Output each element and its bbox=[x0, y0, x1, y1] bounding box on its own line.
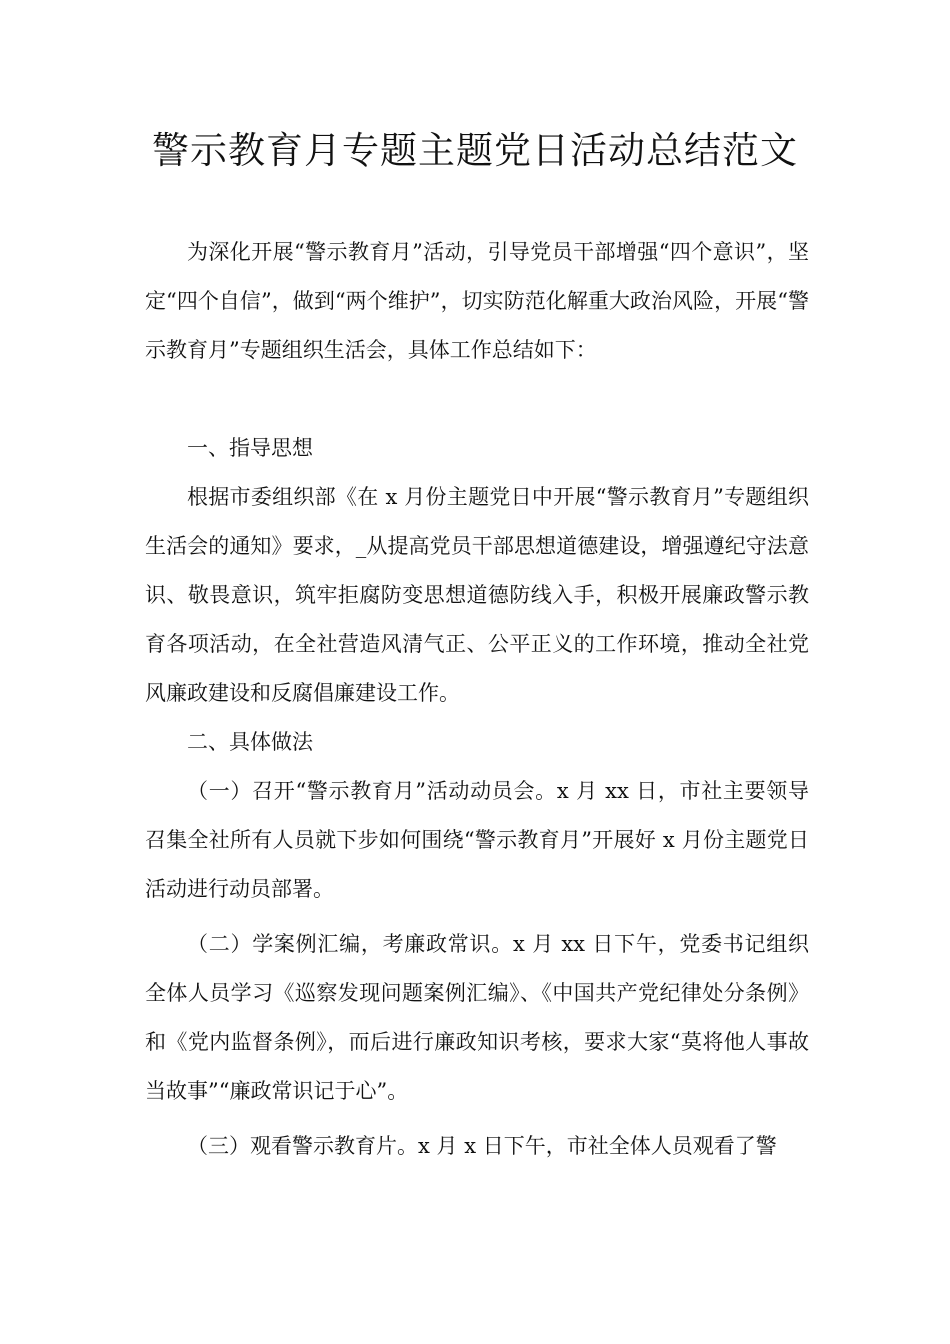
practice-item-1: （一）召开“警示教育月”活动动员会。x 月 xx 日，市社主要领导召集全社所有人员就下步如何围绕“警示教育月”开展好 x 月份主题党日活动进行动员部署。 bbox=[145, 779, 809, 901]
section-heading-guiding-thought: 一、指导思想 bbox=[187, 436, 313, 460]
document-title: 警示教育月专题主题党日活动总结范文 bbox=[152, 129, 798, 172]
practice-item-2: （二）学案例汇编，考廉政常识。x 月 xx 日下午，党委书记组织全体人员学习《巡察发现问题案例汇编》、《中国共产党纪律处分条例》和《党内监督条例》，而后进行廉政知识考核，要求大家“莫将他人事故当故事”“廉政常识记于心”。 bbox=[145, 932, 809, 1103]
paragraph-spacer bbox=[145, 375, 809, 424]
guiding-thought-paragraph: 根据市委组织部《在 x 月份主题党日中开展“警示教育月”专题组织生活会的通知》要求，_从提高党员干部思想道德建设，增强遵纪守法意识、敬畏意识，筑牢拒腐防变思想道德防线入手，积极开展廉政警示教育各项活动，在全社营造风清气正、公平正义的工作环境，推动全社党风廉政建设和反腐倡廉建设工作。 bbox=[145, 485, 809, 705]
practice-item-3: （三）观看警示教育片。x 月 x 日下午，市社全体人员观看了警 bbox=[187, 1134, 777, 1158]
intro-paragraph: 为深化开展“警示教育月”活动，引导党员干部增强“四个意识”，坚定“四个自信”，做到“两个维护”，切实防范化解重大政治风险，开展“警示教育月”专题组织生活会，具体工作总结如下： bbox=[145, 240, 809, 362]
document-body bbox=[145, 228, 809, 1171]
section-heading-specific-practices: 二、具体做法 bbox=[187, 730, 313, 754]
